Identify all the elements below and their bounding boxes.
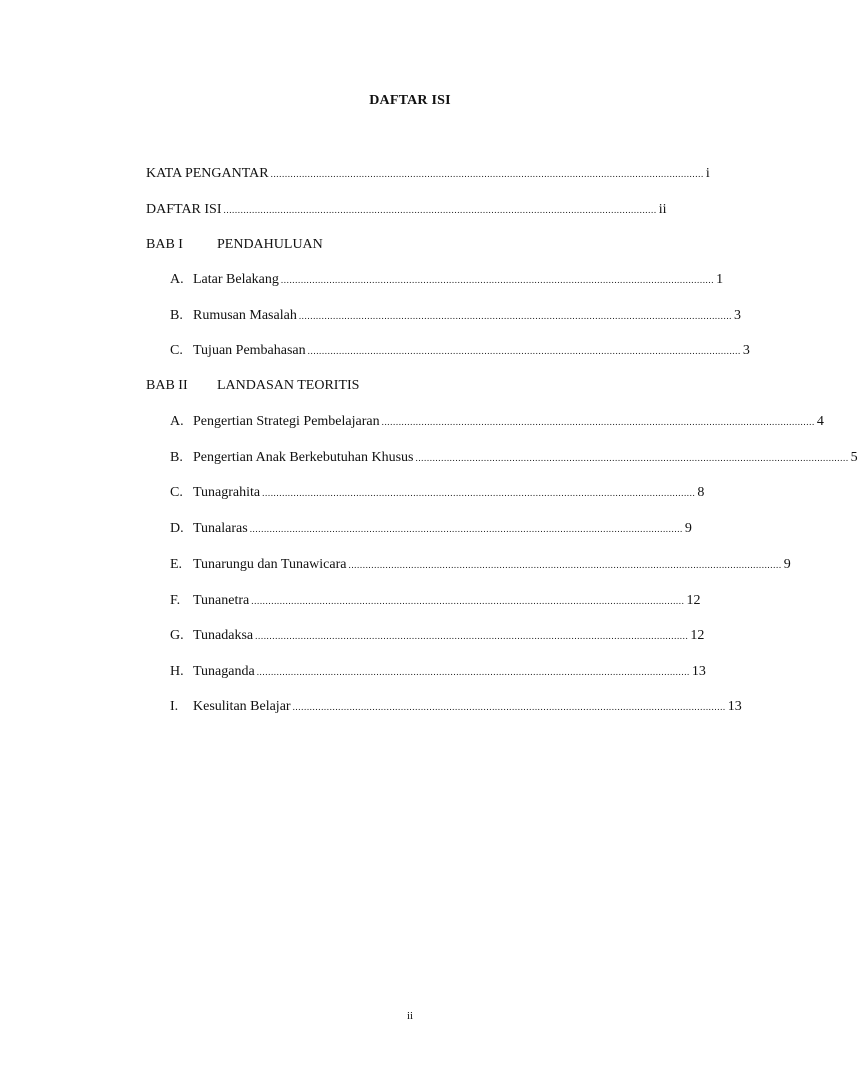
toc-entry-latar-belakang[interactable] [170,272,724,288]
dot-leader: ........................................................................................................................................................ [270,169,704,179]
toc-entry-kata-pengantar[interactable] [146,166,710,182]
toc-entry-page: 13 [691,664,706,679]
toc-entry-label: Tunanetra [193,593,250,608]
toc-entry-page: 3 [742,343,750,358]
toc-entry-page: 13 [727,699,742,714]
toc-entry-page: 9 [783,557,791,572]
chapter-title: PENDAHULUAN [217,237,323,252]
chapter-heading-bab-1 [146,237,323,253]
page-number: ii [406,1010,414,1022]
chapter-code: BAB I [146,237,183,252]
toc-entry-strategi-pembelajaran[interactable] [170,414,824,430]
dot-leader: ........................................................................................................................................................ [255,631,689,641]
dot-leader: ........................................................................................................................................................ [280,275,715,285]
chapter-title: LANDASAN TEORITIS [217,378,360,393]
toc-entry-label: Tunarungu dan Tunawicara [193,557,347,572]
toc-entry-label: Tunadaksa [193,628,254,643]
toc-entry-label: Pengertian Strategi Pembelajaran [193,414,380,429]
toc-entry-marker: C. [170,343,183,358]
toc-entry-marker: A. [170,414,184,429]
chapter-heading-bab-2 [146,378,359,394]
toc-entry-marker: G. [170,628,184,643]
toc-entry-page: 8 [697,485,705,500]
toc-entry-marker: E. [170,557,183,572]
toc-entry-label: Rumusan Masalah [193,308,297,323]
toc-entry-page: 5 [850,450,858,465]
toc-entry-page: 12 [686,593,701,608]
toc-entry-marker: B. [170,308,183,323]
toc-entry-page: 3 [734,308,742,323]
dot-leader: ........................................................................................................................................................ [292,702,726,712]
toc-entry-kesulitan-belajar[interactable] [170,699,742,715]
dot-leader: ........................................................................................................................................................ [348,560,782,570]
toc-entry-page: i [705,166,710,181]
toc-entry-marker: I. [170,699,179,714]
toc-entry-label: DAFTAR ISI [146,202,222,217]
toc-entry-label: Pengertian Anak Berkebutuhan Khusus [193,450,414,465]
toc-entry-page: ii [658,202,667,217]
toc-entry-tunanetra[interactable] [170,593,701,609]
toc-entry-page: 9 [684,521,692,536]
dot-leader: ........................................................................................................................................................ [223,205,657,215]
toc-entry-tunarungu-tunawicara[interactable] [170,557,791,573]
dot-leader: ........................................................................................................................................................ [307,346,741,356]
toc-entry-label: Kesulitan Belajar [193,699,291,714]
toc-entry-marker: B. [170,450,183,465]
dot-leader: ........................................................................................................................................................ [415,453,849,463]
chapter-code: BAB II [146,378,188,393]
toc-entry-label: Tujuan Pembahasan [193,343,306,358]
dot-leader: ........................................................................................................................................................ [381,417,815,427]
toc-entry-daftar-isi[interactable] [146,202,667,218]
toc-entry-label: Tunalaras [193,521,248,536]
toc-entry-marker: D. [170,521,184,536]
toc-entry-marker: H. [170,664,184,679]
dot-leader: ........................................................................................................................................................ [298,311,733,321]
toc-entry-marker: A. [170,272,184,287]
toc-entry-tujuan-pembahasan[interactable] [170,343,750,359]
toc-entry-label: KATA PENGANTAR [146,166,269,181]
toc-entry-page: 1 [716,272,724,287]
toc-entry-page: 4 [816,414,824,429]
toc-entry-tunadaksa[interactable] [170,628,705,644]
toc-entry-anak-berkebutuhan-khusus[interactable] [170,450,858,466]
toc-entry-marker: F. [170,593,181,608]
toc-entry-label: Latar Belakang [193,272,279,287]
toc-entry-label: Tunagrahita [193,485,261,500]
dot-leader: ........................................................................................................................................................ [262,488,696,498]
toc-entry-rumusan-masalah[interactable] [170,308,742,324]
toc-entry-tunalaras[interactable] [170,521,692,537]
dot-leader: ........................................................................................................................................................ [251,596,685,606]
dot-leader: ........................................................................................................................................................ [249,524,683,534]
toc-entry-page: 12 [690,628,705,643]
toc-entry-marker: C. [170,485,183,500]
dot-leader: ........................................................................................................................................................ [256,667,690,677]
toc-entry-label: Tunaganda [193,664,255,679]
toc-entry-tunaganda[interactable] [170,664,706,680]
page-title: DAFTAR ISI [369,93,451,108]
toc-entry-tunagrahita[interactable] [170,485,705,501]
